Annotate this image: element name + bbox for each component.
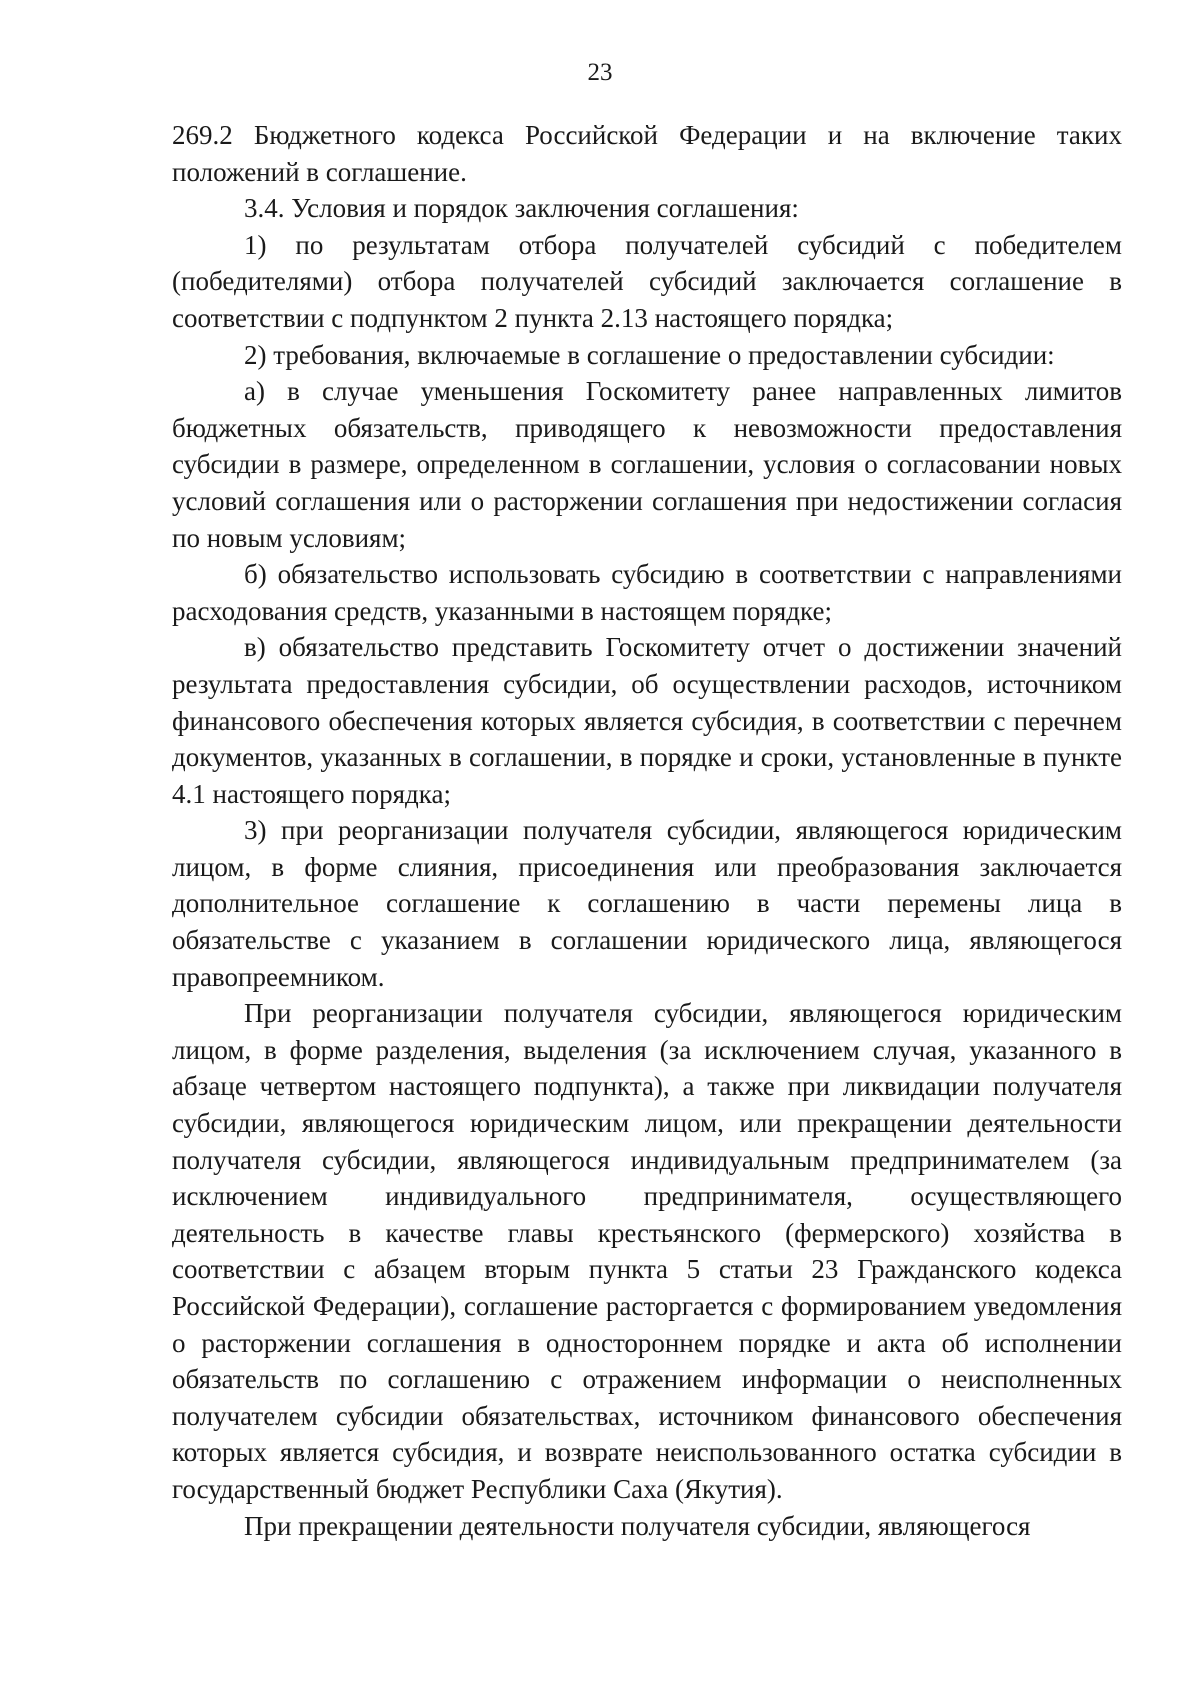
paragraph-item-3: 3) при реорганизации получателя субсидии, являющегося юридическим лицом, в форме слияния, присоединения или преобразования заключается дополнительное соглашение к соглашению в части перемены лица в обязательстве с указанием в соглашении юридического лица, являющегося правопреемником.: [172, 815, 1122, 992]
paragraph-subitem-a: а) в случае уменьшения Госкомитету ранее направленных лимитов бюджетных обязательств, приводящего к невозможности предоставления субсидии в размере, определенном в соглашении, условия о согласовании новых условий соглашения или о расторжении соглашения при недостижении согласия по новым условиям;: [172, 376, 1122, 553]
document-body: [172, 117, 1122, 1544]
paragraph-continuation: 269.2 Бюджетного кодекса Российской Федерации и на включение таких положений в соглашение.: [172, 120, 1122, 187]
paragraph-subitem-v: в) обязательство представить Госкомитету отчет о достижении значений результата предоставления субсидии, об осуществлении расходов, источником финансового обеспечения которых является субсидия, в соответствии с перечнем документов, указанных в соглашении, в порядке и сроки, установленные в пункте 4.1 настоящего порядка;: [172, 632, 1122, 809]
paragraph-section-3-4: 3.4. Условия и порядок заключения соглашения:: [244, 193, 799, 224]
paragraph-termination: При прекращении деятельности получателя субсидии, являющегося: [244, 1510, 1031, 1541]
paragraph-reorganization: При реорганизации получателя субсидии, являющегося юридическим лицом, в форме разделения, выделения (за исключением случая, указанного в абзаце четвертом настоящего подпункта), а также при ликвидации получателя субсидии, являющегося юридическим лицом, или прекращении деятельности получателя субсидии, являющегося индивидуальным предпринимателем (за исключением индивидуального предпринимателя, осуществляющего деятельность в качестве главы крестьянского (фермерского) хозяйства в соответствии с абзацем вторым пункта 5 статьи 23 Гражданского кодекса Российской Федерации), соглашение расторгается с формированием уведомления о расторжении соглашения в одностороннем порядке и акта об исполнении обязательств по соглашению с отражением информации о неисполненных получателем субсидии обязательствах, источником финансового обеспечения которых является субсидия, и возврате неиспользованного остатка субсидии в государственный бюджет Республики Саха (Якутия).: [172, 998, 1122, 1504]
paragraph-item-2: 2) требования, включаемые в соглашение о предоставлении субсидии:: [244, 339, 1055, 370]
paragraph-item-1: 1) по результатам отбора получателей субсидий с победителем (победителями) отбора получателей субсидий заключается соглашение в соответствии с подпунктом 2 пункта 2.13 настоящего порядка;: [172, 229, 1122, 333]
page-number: 23: [587, 59, 613, 86]
paragraph-subitem-b: б) обязательство использовать субсидию в соответствии с направлениями расходования средств, указанными в настоящем порядке;: [172, 559, 1122, 626]
